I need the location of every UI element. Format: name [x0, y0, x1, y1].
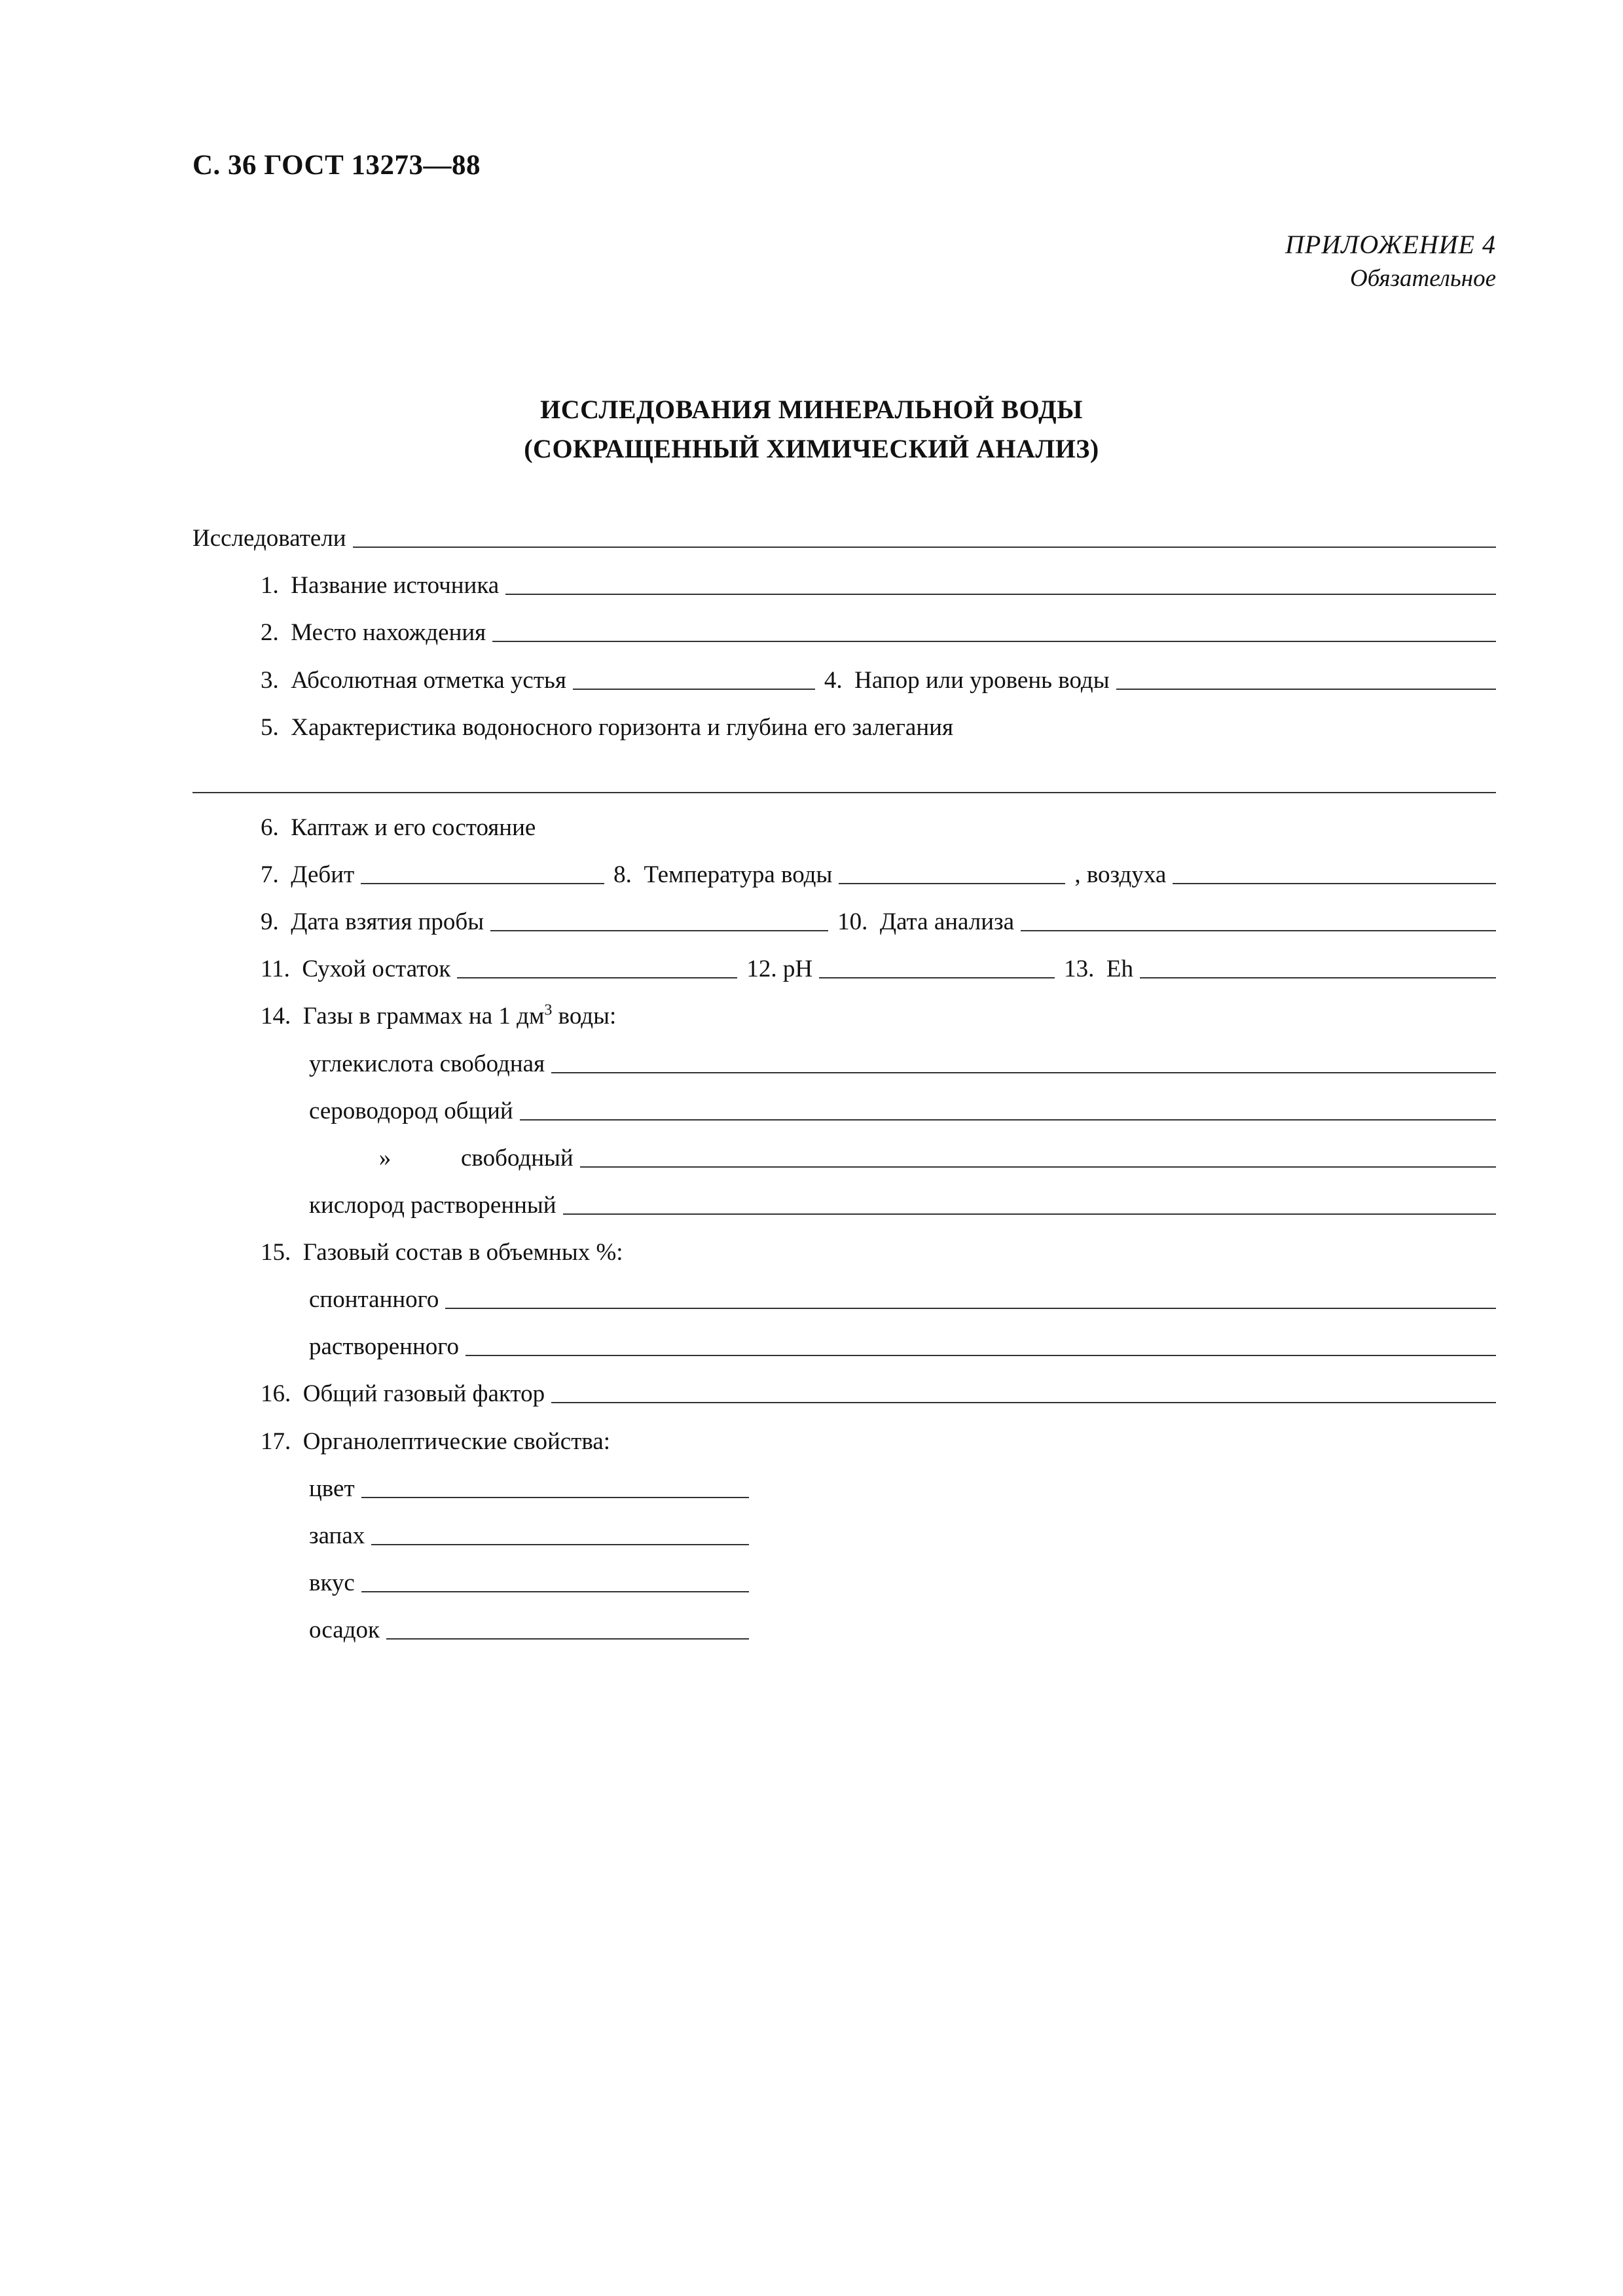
row-elevation-head — [261, 662, 1496, 695]
row-h2s-total — [309, 1093, 1496, 1126]
air-temp-field[interactable] — [1173, 883, 1496, 884]
oxygen-label: кислород растворенный — [309, 1192, 556, 1219]
h2s-total-label: сероводород общий — [309, 1098, 513, 1124]
h2s-free-label: свободный — [461, 1145, 574, 1172]
gas-composition-label: 15. Газовый состав в объемных %: — [261, 1239, 623, 1266]
spontaneous-field[interactable] — [445, 1308, 1496, 1309]
row-researchers — [192, 520, 1496, 553]
row-dates — [261, 904, 1496, 937]
dissolved-field[interactable] — [465, 1355, 1496, 1356]
analysis-date-label: 10. Дата анализа — [837, 908, 1015, 935]
row-gases — [261, 998, 1496, 1031]
sample-date-field[interactable] — [490, 930, 828, 931]
row-source-name — [261, 567, 1496, 600]
row-spontaneous — [309, 1282, 1496, 1314]
row-h2s-free — [309, 1140, 1496, 1173]
appendix-block — [1285, 228, 1496, 296]
color-label: цвет — [309, 1475, 355, 1502]
co2-label: углекислота свободная — [309, 1050, 545, 1077]
source-name-label: 1. Название источника — [261, 572, 500, 599]
row-debit-temp — [261, 857, 1496, 889]
color-field[interactable] — [361, 1497, 749, 1498]
appendix-status: Обязательное — [1349, 265, 1496, 292]
sediment-field[interactable] — [386, 1638, 749, 1640]
row-dissolved — [309, 1329, 1496, 1361]
row-residue-ph-eh — [261, 951, 1496, 984]
air-temp-label: , воздуха — [1074, 861, 1167, 888]
row-gas-composition — [261, 1234, 1496, 1267]
eh-field[interactable] — [1140, 977, 1496, 978]
elevation-field[interactable] — [573, 689, 815, 690]
gases-label — [261, 1002, 616, 1031]
gases-label-tail: воды: — [552, 1003, 617, 1030]
smell-field[interactable] — [371, 1544, 749, 1545]
source-name-field[interactable] — [505, 594, 1496, 595]
oxygen-field[interactable] — [563, 1213, 1496, 1215]
page-header: С. 36 ГОСТ 13273—88 — [192, 150, 481, 181]
taste-label: вкус — [309, 1570, 355, 1596]
location-label: 2. Место нахождения — [261, 619, 486, 646]
organoleptic-label: 17. Органолептические свойства: — [261, 1428, 611, 1455]
row-location — [261, 615, 1496, 647]
row-taste — [309, 1565, 749, 1598]
eh-label: 13. Eh — [1064, 956, 1133, 982]
row-aquifer — [261, 709, 1496, 742]
row-oxygen — [309, 1187, 1496, 1220]
row-sediment — [309, 1612, 749, 1645]
analysis-date-field[interactable] — [1021, 930, 1496, 931]
gas-factor-label: 16. Общий газовый фактор — [261, 1380, 545, 1407]
dry-residue-label: 11. Сухой остаток — [261, 956, 451, 982]
researchers-field[interactable] — [353, 547, 1496, 548]
form-title: ИССЛЕДОВАНИЯ МИНЕРАЛЬНОЙ ВОДЫ — [540, 395, 1083, 424]
debit-field[interactable] — [361, 883, 604, 884]
gas-factor-field[interactable] — [551, 1402, 1496, 1403]
h2s-total-field[interactable] — [520, 1119, 1496, 1121]
ditto-mark: » — [378, 1145, 392, 1172]
smell-label: запах — [309, 1522, 365, 1549]
row-color — [309, 1471, 749, 1503]
spontaneous-label: спонтанного — [309, 1286, 439, 1313]
taste-field[interactable] — [361, 1591, 749, 1592]
water-level-label: 4. Напор или уровень воды — [824, 667, 1110, 694]
form-subtitle: (СОКРАЩЕННЫЙ ХИМИЧЕСКИЙ АНАЛИЗ) — [524, 434, 1099, 463]
dry-residue-field[interactable] — [457, 977, 737, 978]
appendix-label: ПРИЛОЖЕНИЕ 4 — [1285, 230, 1496, 259]
gases-label-text: 14. Газы в граммах на 1 дм — [261, 1003, 545, 1030]
row-gas-factor — [261, 1376, 1496, 1408]
water-temp-label: 8. Температура воды — [613, 861, 833, 888]
aquifer-label: 5. Характеристика водоносного горизонта и глубина его залегания — [261, 714, 953, 741]
ph-label: 12. pH — [746, 956, 813, 982]
row-captage — [261, 810, 1496, 842]
water-level-field[interactable] — [1116, 689, 1496, 690]
h2s-free-field[interactable] — [580, 1166, 1496, 1168]
gases-label-sup: 3 — [544, 1001, 553, 1019]
elevation-label: 3. Абсолютная отметка устья — [261, 667, 566, 694]
debit-label: 7. Дебит — [261, 861, 355, 888]
sample-date-label: 9. Дата взятия пробы — [261, 908, 484, 935]
row-smell — [309, 1518, 749, 1551]
water-temp-field[interactable] — [839, 883, 1065, 884]
dissolved-label: растворенного — [309, 1333, 460, 1360]
row-organoleptic — [261, 1424, 1496, 1456]
location-field[interactable] — [492, 641, 1496, 642]
captage-label: 6. Каптаж и его состояние — [261, 814, 536, 841]
ph-field[interactable] — [819, 977, 1055, 978]
row-co2 — [309, 1046, 1496, 1079]
co2-field[interactable] — [551, 1072, 1496, 1073]
sediment-label: осадок — [309, 1617, 380, 1643]
aquifer-field[interactable] — [192, 792, 1496, 793]
researchers-label: Исследователи — [192, 525, 346, 552]
